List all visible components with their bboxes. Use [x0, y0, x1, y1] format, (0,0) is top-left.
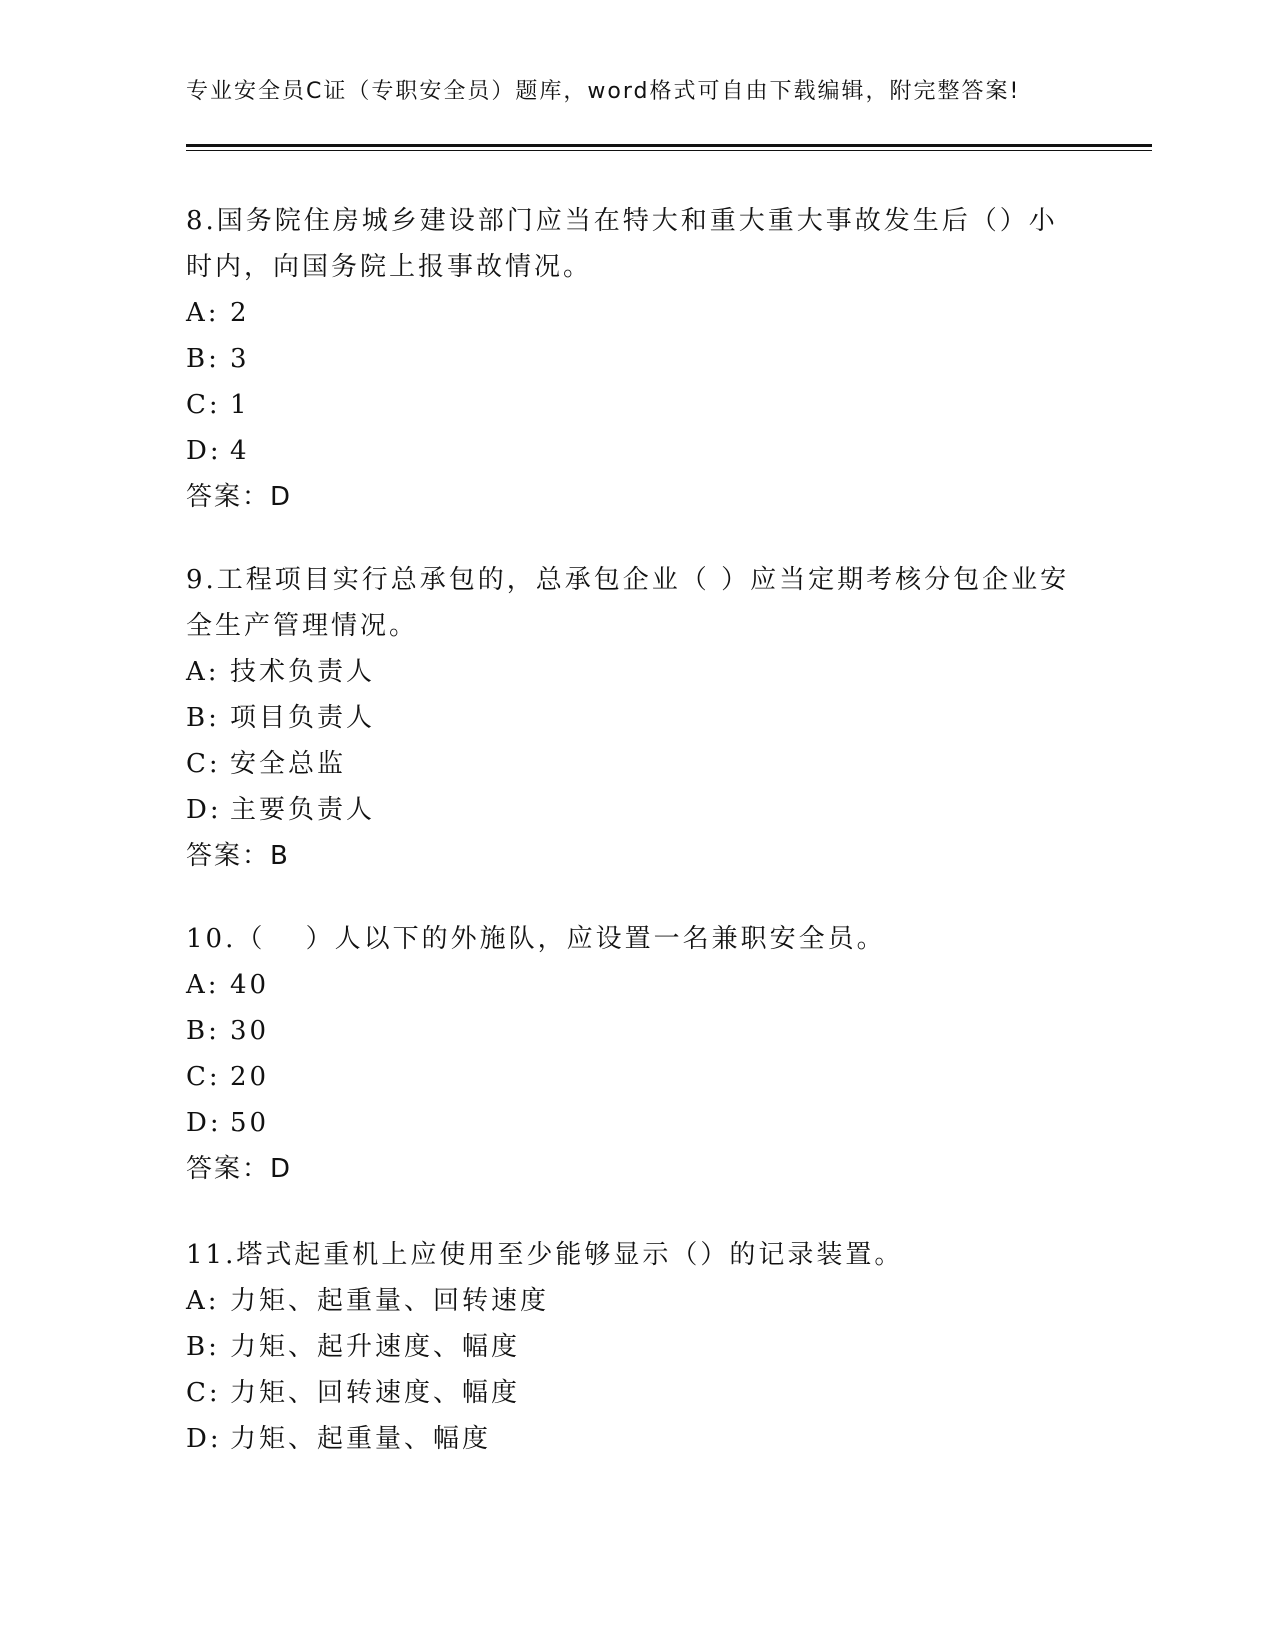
question-10 [186, 916, 1086, 1192]
question-stem: 9.工程项目实行总承包的，总承包企业（ ）应当定期考核分包企业安全生产管理情况。 [186, 565, 1070, 641]
option-key: D: [186, 1108, 222, 1138]
option-key: A: [186, 298, 220, 328]
option-key: C: [186, 390, 221, 420]
option-b [186, 695, 1086, 741]
answer-label: 答案：D [186, 1154, 293, 1184]
answer-label: 答案：D [186, 482, 293, 512]
option-text: 主要负责人 [230, 795, 376, 825]
option-key: B: [186, 703, 220, 733]
option-c [186, 1370, 1086, 1416]
header-rule-thin [186, 150, 1152, 151]
option-text: 力矩、起重量、幅度 [230, 1424, 492, 1454]
option-text: 3 [230, 344, 250, 374]
option-text: 力矩、起升速度、幅度 [230, 1332, 521, 1362]
question-stem: 8.国务院住房城乡建设部门应当在特大和重大重大事故发生后（）小时内，向国务院上报事故情况。 [186, 206, 1058, 282]
option-key: C: [186, 1062, 221, 1092]
option-text: 力矩、回转速度、幅度 [230, 1378, 521, 1408]
option-key: B: [186, 1332, 220, 1362]
question-9 [186, 557, 1086, 879]
option-d [186, 428, 1086, 474]
question-stem: 10.（ ）人以下的外施队，应设置一名兼职安全员。 [186, 924, 886, 954]
option-a [186, 649, 1086, 695]
option-a [186, 1278, 1086, 1324]
option-text: 力矩、起重量、回转速度 [230, 1286, 550, 1316]
option-key: B: [186, 1016, 220, 1046]
option-key: C: [186, 749, 221, 779]
option-key: A: [186, 1286, 220, 1316]
option-text: 40 [230, 970, 270, 1000]
option-a [186, 962, 1086, 1008]
option-d [186, 1416, 1086, 1462]
option-b [186, 1008, 1086, 1054]
page-header-title: 专业安全员C证（专职安全员）题库，word格式可自由下载编辑，附完整答案! [186, 79, 1021, 104]
option-key: D: [186, 436, 222, 466]
option-key: A: [186, 657, 220, 687]
option-text: 30 [230, 1016, 270, 1046]
option-c [186, 382, 1086, 428]
option-text: 1 [230, 390, 250, 420]
option-text: 安全总监 [230, 749, 347, 779]
option-text: 技术负责人 [230, 657, 376, 687]
header-rule-thick [186, 144, 1152, 147]
option-c [186, 1054, 1086, 1100]
option-key: D: [186, 795, 222, 825]
option-text: 4 [230, 436, 250, 466]
option-key: D: [186, 1424, 222, 1454]
option-a [186, 290, 1086, 336]
option-text: 20 [230, 1062, 270, 1092]
option-key: A: [186, 970, 220, 1000]
question-8 [186, 198, 1086, 520]
question-11 [186, 1232, 1086, 1462]
option-text: 50 [230, 1108, 270, 1138]
option-c [186, 741, 1086, 787]
option-text: 项目负责人 [230, 703, 376, 733]
answer-label: 答案：B [186, 841, 290, 871]
option-b [186, 1324, 1086, 1370]
option-key: B: [186, 344, 220, 374]
option-d [186, 787, 1086, 833]
question-stem: 11.塔式起重机上应使用至少能够显示（）的记录装置。 [186, 1240, 904, 1270]
option-text: 2 [230, 298, 250, 328]
option-d [186, 1100, 1086, 1146]
option-key: C: [186, 1378, 221, 1408]
option-b [186, 336, 1086, 382]
